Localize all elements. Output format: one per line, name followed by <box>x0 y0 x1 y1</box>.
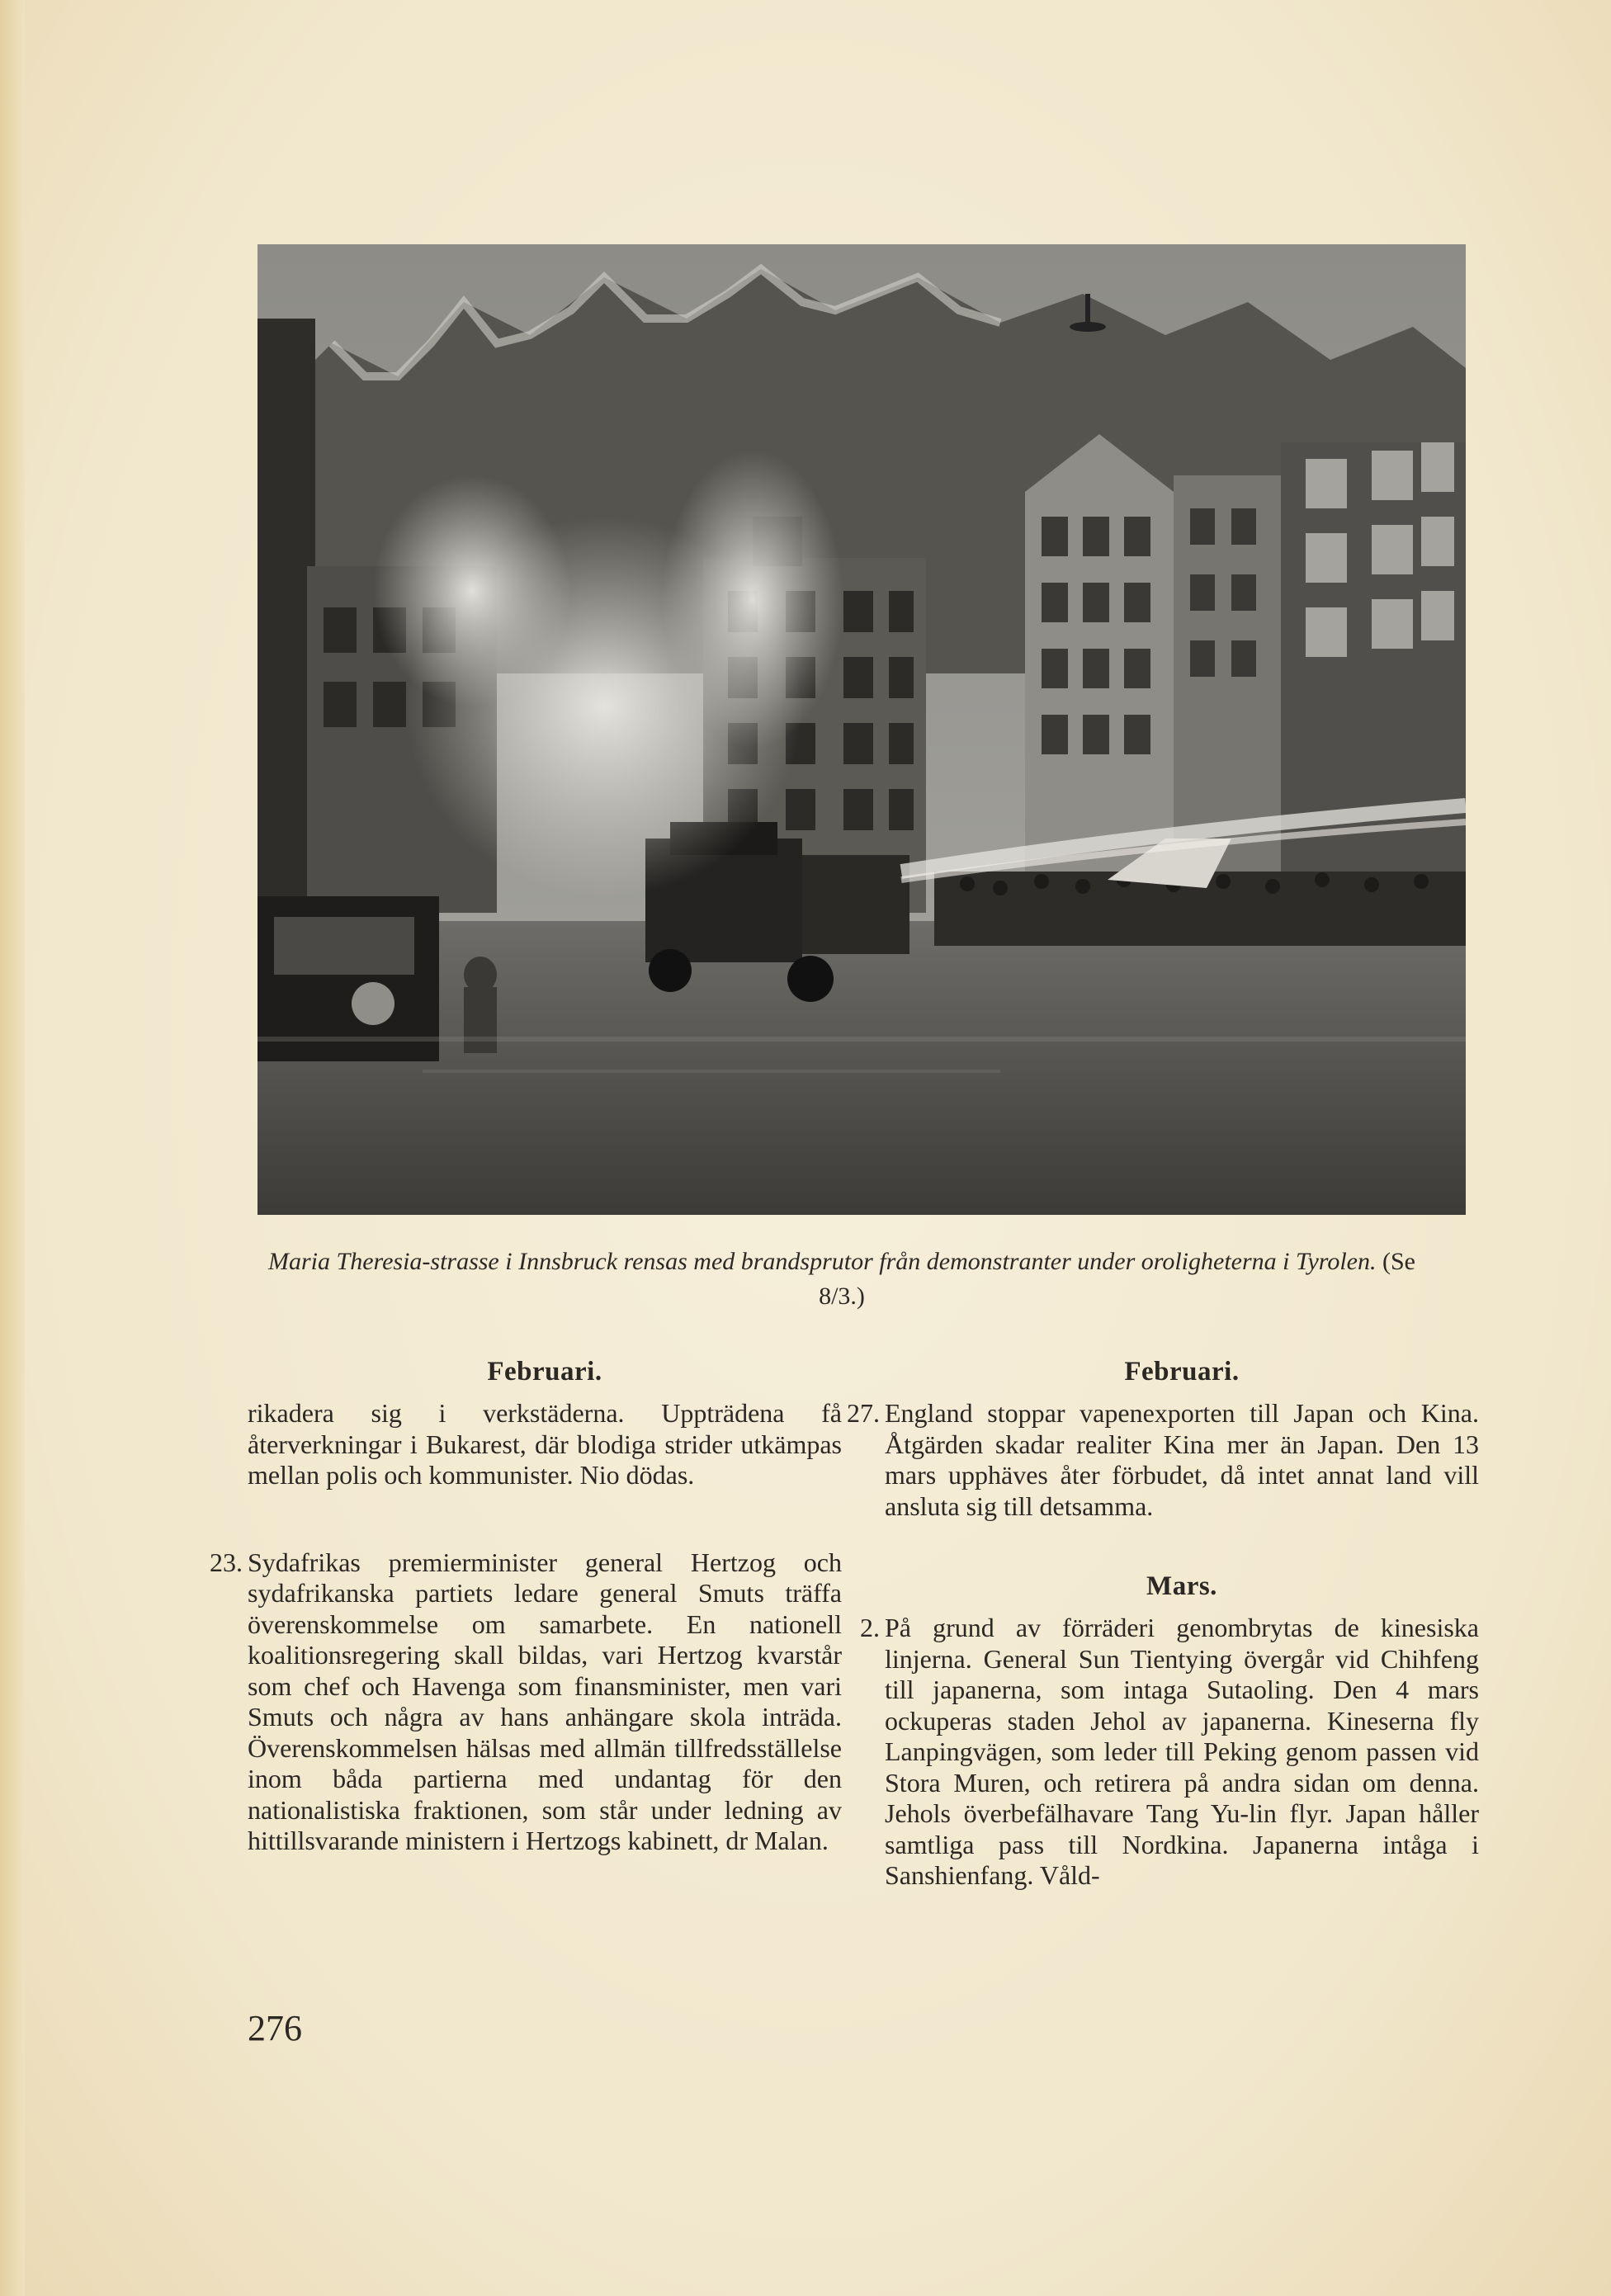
street-photo-icon <box>257 244 1466 1215</box>
entry-item <box>860 1613 1479 1892</box>
entry-text: På grund av förräderi genombrytas de kinesiska linjerna. General Sun Tientying övergår vid Chihfeng till japanerna, som intaga Sutaoling. Den 4 mars ockuperas staden Jehol av japanerna. Kineserna fly Lanpingvägen, som leder till Peking genom passen vid Stora Muren, och retirera på andra sidan om denna. Jehols överbefälhavare Tang Yu-lin flyr. Japan håller samtliga pass till Nordkina. Japanerna intåga i Sanshienfang. Våld- <box>885 1613 1479 1890</box>
right-month-heading: Februari. <box>1124 1357 1240 1387</box>
entry-text: Sydafrikas premierminister general Hertzog och sydafrikanska partiets ledare general Smuts träffa överenskommelse om samarbete. En nationell koalitionsregering skall bildas, vari Hertzog kvarstår som chef och Havenga som finansminister, men vari Smuts och några av hans anhängare skola inträda. Överenskommelsen hälsas med allmän tillfredsställelse inom båda partierna med undantag för den nationalistiska fraktionen, som står under ledning av hittillsvarande ministern i Hertzogs kabinett, dr Malan. <box>248 1547 842 1855</box>
right-month-heading-2: Mars. <box>1146 1571 1217 1601</box>
right-column <box>847 1354 1479 1892</box>
continuation-paragraph: rikadera sig i verkstäderna. Uppträdena få återverkningar i Bukarest, där blodiga strider utkämpas mellan polis och kommunister. Nio dödas. <box>248 1398 842 1490</box>
entry-number: 27. <box>847 1398 880 1428</box>
entry-text: England stoppar vapenexporten till Japan och Kina. Åtgärden skadar realiter Kina mer än Japan. Den 13 mars upphäves åter förbudet, då intet annat land vill ansluta sig till detsamma. <box>885 1398 1479 1521</box>
left-column <box>210 1354 842 1857</box>
caption-reference: (Se 8/3.) <box>819 1248 1415 1310</box>
photo-caption <box>248 1245 1436 1314</box>
page-number: 276 <box>248 2008 302 2048</box>
left-month-heading: Februari. <box>487 1357 602 1387</box>
page-edge <box>0 0 25 2296</box>
entry-number: 2. <box>860 1613 880 1642</box>
street-photo <box>257 244 1466 1215</box>
entry-item <box>210 1547 842 1857</box>
entry-item <box>847 1398 1479 1522</box>
caption-text: Maria Theresia-strasse i Innsbruck rensas med brandsprutor från demonstranter under oroligheterna i Tyrolen. <box>268 1248 1377 1275</box>
entry-number: 23. <box>210 1547 243 1577</box>
